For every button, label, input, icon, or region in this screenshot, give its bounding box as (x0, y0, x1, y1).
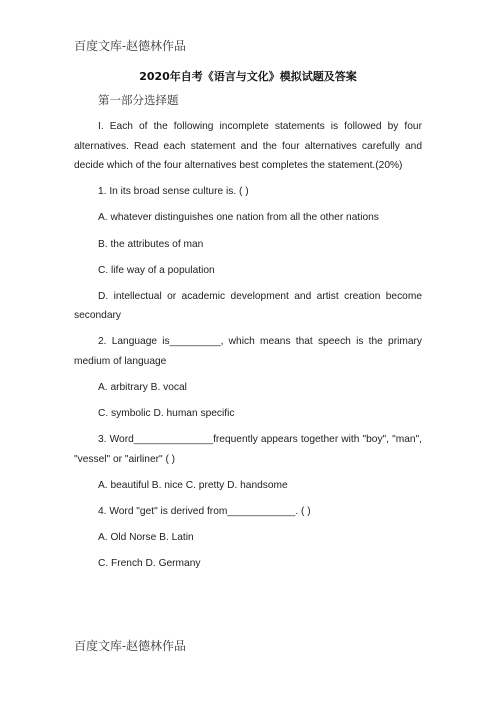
question-2-options-cd: C. symbolic D. human specific (98, 408, 235, 420)
question-2-options-ab: A. arbitrary B. vocal (98, 382, 187, 394)
question-1-option-b: B. the attributes of man (98, 238, 204, 250)
question-1-option-a: A. whatever distinguishes one nation from all the other nations (98, 212, 379, 224)
document-title: 2020年自考《语言与文化》模拟试题及答案 (139, 70, 357, 83)
page-header: 百度文库-赵德林作品 (74, 39, 187, 53)
instructions-paragraph: I. Each of the following incomplete statements is followed by four alternatives. Read each statement and the four alternatives carefully and decide which of the four alternatives best completes the statement.(20%) (74, 121, 422, 172)
question-2: 2. Language is_________, which means that speech is the primary medium of language (74, 336, 422, 368)
question-3: 3. Word______________frequently appears together with "boy", "man", "vessel" or "airliner" ( ) (74, 434, 422, 465)
question-1: 1. In its broad sense culture is. ( ) (98, 186, 249, 198)
question-1-option-d: D. intellectual or academic development and artist creation become secondary (74, 290, 422, 322)
question-4-options-ab: A. Old Norse B. Latin (98, 532, 194, 544)
question-4-options-cd: C. French D. Germany (98, 558, 201, 570)
question-1-option-c: C. life way of a population (98, 264, 215, 276)
document-body (74, 91, 422, 580)
question-3-options: A. beautiful B. nice C. pretty D. handsome (98, 480, 288, 491)
page-footer: 百度文库-赵德林作品 (74, 639, 187, 653)
question-4: 4. Word "get" is derived from____________. ( ) (98, 506, 311, 518)
section-heading: 第一部分选择题 (98, 93, 179, 107)
